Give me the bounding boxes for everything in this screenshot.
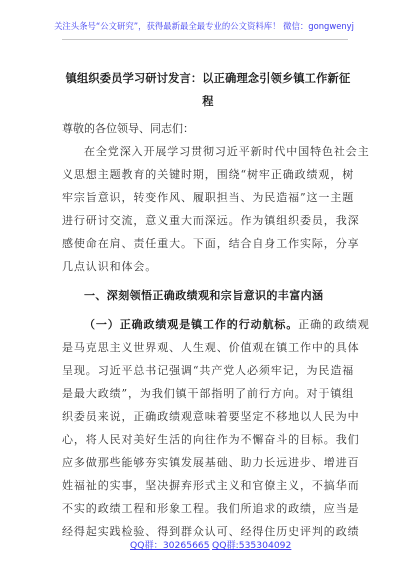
header-divider	[62, 39, 348, 40]
paragraph-2-line: 是最大政绩”，为我们镇干部指明了前行方向。对于镇组	[62, 387, 355, 400]
paragraph-2-line: 应多做那些能够夯实镇发展基础、助力长远进步、增进百	[62, 456, 360, 469]
paragraph-1-line: 牢宗旨意识，转变作风、履职担当、为民造福”这一主题	[62, 191, 355, 204]
subsection-1-heading: （一）正确政绩观是镇工作的行动航标。	[84, 318, 299, 331]
footer-qq-group-link-1[interactable]: QQ群：30265665	[130, 540, 210, 551]
document-title	[62, 67, 354, 113]
subsection-1-first-line	[84, 313, 370, 336]
section-heading: 一、深刻领悟正确政绩观和宗旨意识的丰富内涵	[84, 289, 324, 302]
document-title-line-1: 镇组织委员学习研讨发言：以正确理念引领乡镇工作新征	[65, 71, 351, 85]
paragraph-1-line: 感使命在肩、责任重大。下面，结合自身工作实际，分享	[62, 237, 360, 250]
footer-qq-group-link-2[interactable]: QQ群:535304092	[212, 540, 292, 551]
paragraph-2-line: 不实的政绩工程和形象工程。我们所追求的政绩，应当是	[62, 502, 360, 515]
paragraph-1-line: 进行研讨交流，意义重大而深远。作为镇组织委员，我深	[62, 214, 360, 227]
paragraph-2-line: 姓福祉的实事，坚决摒弃形式主义和官僚主义，不搞华而	[62, 479, 360, 492]
document-title-line-2: 程	[202, 94, 214, 108]
header-banner: 关注头条号“公文研究”，获得最新最全最专业的公文资料库！ 微信：gongwenyj	[54, 21, 354, 31]
subsection-1-text: 正确的政绩观	[298, 318, 370, 331]
paragraph-2-line: 经得起实践检验、得到群众认可、经得住历史评判的政绩	[62, 525, 360, 538]
paragraph-2-line: 是马克思主义世界观、人生观、价值观在镇工作中的具体	[62, 341, 360, 354]
paragraph-1-line: 在全党深入开展学习贯彻习近平新时代中国特色社会主	[84, 145, 370, 158]
paragraph-1-line: 几点认识和体会。	[62, 260, 158, 273]
paragraph-2-line: 织委员来说，正确政绩观意味着要坚定不移地以人民为中	[62, 410, 360, 423]
paragraph-1-line: 义思想主题教育的关键时期，围绕“树牢正确政绩观，树	[62, 168, 355, 181]
paragraph-2-line: 心，将人民对美好生活的向往作为不懈奋斗的目标。我们	[62, 433, 360, 446]
salutation: 尊敬的各位领导、同志们：	[62, 122, 194, 135]
paragraph-2-line: 呈现。习近平总书记强调“共产党人必须牢记，为民造福	[62, 364, 355, 377]
